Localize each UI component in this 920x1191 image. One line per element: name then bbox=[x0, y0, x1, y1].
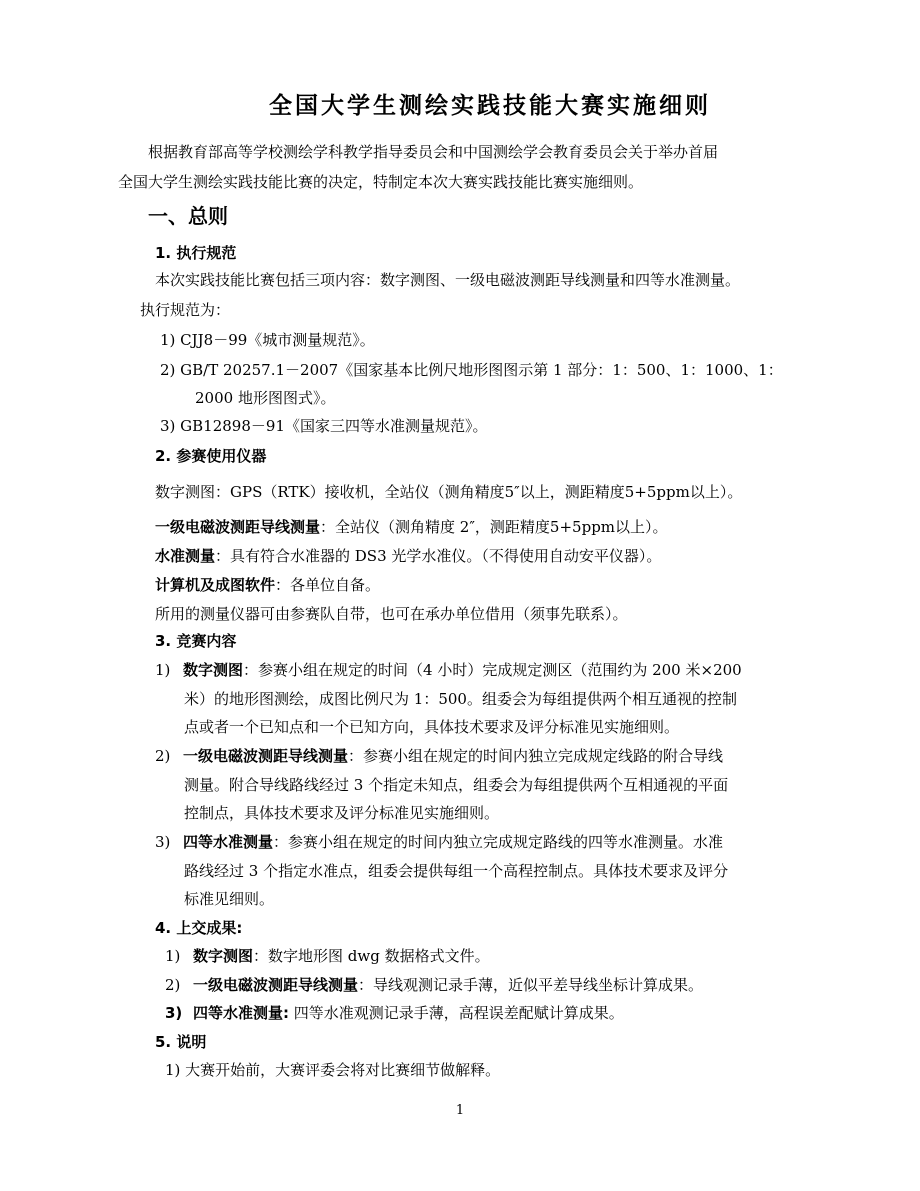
deliverables-item-2 bbox=[165, 975, 703, 995]
instruments-line-3 bbox=[155, 546, 661, 566]
deliverables-item-2-label: 一级电磁波测距导线测量 bbox=[193, 976, 359, 994]
content-item-1-cont-1: 米）的地形图测绘，成图比例尺为 1：500。组委会为每组提供两个相互通视的控制 bbox=[184, 690, 737, 708]
content-item-3-label: 四等水准测量 bbox=[183, 833, 274, 851]
instruments-leveling-text: ：具有符合水准器的 DS3 光学水准仪。（不得使用自动安平仪器）。 bbox=[215, 547, 662, 565]
subheading-standards: 1. 执行规范 bbox=[155, 244, 237, 262]
deliverables-item-3-label: 四等水准测量: bbox=[193, 1004, 289, 1022]
section-heading-general: 一、总则 bbox=[148, 204, 228, 228]
content-item-3-text: ：参赛小组在规定的时间内独立完成规定路线的四等水准测量。水准 bbox=[273, 833, 724, 851]
content-item-1-label: 数字测图 bbox=[183, 661, 244, 679]
standards-line-2: 执行规范为： bbox=[140, 301, 231, 319]
standards-item-2: 2) GB/T 20257.1－2007《国家基本比例尺地形图图示第 1 部分：1：500、1：1000、1： bbox=[160, 361, 783, 379]
deliverables-item-2-text: ：导线观测记录手薄，近似平差导线坐标计算成果。 bbox=[358, 976, 704, 994]
subheading-instruments: 2. 参赛使用仪器 bbox=[155, 447, 267, 465]
instruments-software-text: ：各单位自备。 bbox=[275, 576, 381, 594]
content-item-1-number: 1) bbox=[155, 661, 171, 679]
standards-line-1: 本次实践技能比赛包括三项内容：数字测图、一级电磁波测距导线测量和四等水准测量。 bbox=[155, 271, 741, 289]
subheading-deliverables: 4. 上交成果: bbox=[155, 919, 243, 937]
content-item-2-text: ：参赛小组在规定的时间内独立完成规定线路的附合导线 bbox=[348, 747, 724, 765]
deliverables-item-3 bbox=[165, 1003, 624, 1023]
content-item-1-cont-2: 点或者一个已知点和一个已知方向，具体技术要求及评分标准见实施细则。 bbox=[184, 718, 680, 736]
content-item-3 bbox=[155, 832, 723, 852]
content-item-2-cont-2: 控制点，具体技术要求及评分标准见实施细则。 bbox=[184, 804, 500, 822]
instruments-traverse-text: ：全站仪（测角精度 2″，测距精度5+5ppm以上）。 bbox=[320, 518, 668, 536]
deliverables-item-1-label: 数字测图 bbox=[193, 947, 254, 965]
instruments-line-5: 所用的测量仪器可由参赛队自带，也可在承办单位借用（须事先联系）。 bbox=[155, 605, 628, 623]
standards-item-2-cont: 2000 地形图图式》。 bbox=[195, 389, 336, 407]
instruments-leveling-label: 水准测量 bbox=[155, 547, 216, 565]
page-number: 1 bbox=[455, 1103, 465, 1118]
content-item-3-cont-1: 路线经过 3 个指定水准点，组委会提供每组一个高程控制点。具体技术要求及评分 bbox=[184, 862, 729, 880]
deliverables-item-2-number: 2) bbox=[165, 976, 181, 994]
deliverables-item-1 bbox=[165, 946, 490, 966]
standards-item-3: 3) GB12898－91《国家三四等水准测量规范》。 bbox=[160, 417, 488, 435]
notes-line-1: 1) 大赛开始前，大赛评委会将对比赛细节做解释。 bbox=[165, 1061, 501, 1079]
content-item-2-cont-1: 测量。附合导线路线经过 3 个指定未知点，组委会为每组提供两个互相通视的平面 bbox=[184, 776, 729, 794]
deliverables-item-3-number: 3) bbox=[165, 1004, 183, 1022]
deliverables-item-1-text: ：数字地形图 dwg 数据格式文件。 bbox=[253, 947, 490, 965]
content-item-2-label: 一级电磁波测距导线测量 bbox=[183, 747, 349, 765]
content-item-2-number: 2) bbox=[155, 747, 171, 765]
instruments-traverse-label: 一级电磁波测距导线测量 bbox=[155, 518, 321, 536]
content-item-3-number: 3) bbox=[155, 833, 171, 851]
instruments-software-label: 计算机及成图软件 bbox=[155, 576, 276, 594]
content-item-3-cont-2: 标准见细则。 bbox=[184, 890, 275, 908]
instruments-line-2 bbox=[155, 517, 668, 537]
document-title: 全国大学生测绘实践技能大赛实施细则 bbox=[269, 93, 711, 119]
intro-line-2: 全国大学生测绘实践技能比赛的决定，特制定本次大赛实践技能比赛实施细则。 bbox=[118, 173, 644, 191]
instruments-line-4 bbox=[155, 575, 380, 595]
subheading-content: 3. 竞赛内容 bbox=[155, 632, 237, 650]
instruments-line-1: 数字测图：GPS（RTK）接收机，全站仪（测角精度5″以上，测距精度5+5ppm以上）。 bbox=[155, 483, 743, 501]
content-item-1-text: ：参赛小组在规定的时间（4 小时）完成规定测区（范围约为 200 米×200 bbox=[243, 661, 742, 679]
deliverables-item-3-text: 四等水准观测记录手薄，高程误差配赋计算成果。 bbox=[289, 1004, 624, 1022]
deliverables-item-1-number: 1) bbox=[165, 947, 181, 965]
subheading-notes: 5. 说明 bbox=[155, 1033, 207, 1051]
content-item-2 bbox=[155, 746, 723, 766]
standards-item-1: 1) CJJ8－99《城市测量规范》。 bbox=[160, 331, 375, 349]
content-item-1 bbox=[155, 660, 742, 680]
intro-line-1: 根据教育部高等学校测绘学科教学指导委员会和中国测绘学会教育委员会关于举办首届 bbox=[148, 143, 719, 161]
